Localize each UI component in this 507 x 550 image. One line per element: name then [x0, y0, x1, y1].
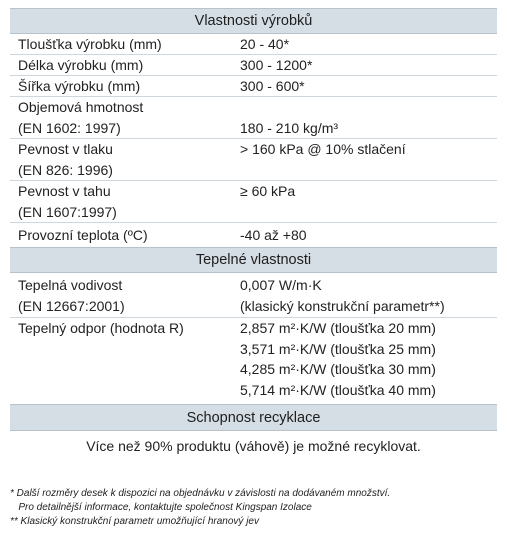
row-label	[10, 139, 240, 180]
row-value-line	[240, 97, 497, 118]
row-label-line: (EN 826: 1996)	[18, 161, 113, 178]
table-row	[10, 34, 497, 55]
row-label-line: Pevnost v tahu	[18, 183, 111, 199]
row-label-line: Pevnost v tlaku	[18, 141, 113, 157]
footnote-line: Pro detailnější informace, kontaktujte společnost Kingspan Izolace	[10, 502, 312, 513]
row-value	[240, 275, 497, 317]
row-value	[240, 181, 497, 222]
properties-table	[10, 8, 497, 461]
row-label: Šířka výrobku (mm)	[18, 78, 141, 94]
row-value-line: 180 - 210 kg/m³	[240, 119, 339, 136]
footnote-line: ** Klasický konstrukční parametr umožňující hranový jev	[10, 516, 259, 527]
footnotes	[10, 487, 500, 529]
row-label: Tloušťka výrobku (mm)	[18, 36, 162, 52]
table-row	[10, 223, 497, 247]
row-value: -40 až +80	[240, 227, 307, 243]
row-label-line: (EN 1602: 1997)	[18, 119, 121, 136]
row-label: Provozní teplota (ºC)	[18, 227, 148, 243]
row-value: 20 - 40*	[240, 36, 290, 52]
row-value-line: 5,714 m²·K/W (tloušťka 40 mm)	[240, 381, 436, 398]
section-header-recycling: Schopnost recyklace	[10, 404, 497, 431]
row-value	[240, 139, 497, 180]
row-label	[10, 181, 240, 222]
table-row	[10, 318, 497, 404]
table-row	[10, 76, 497, 97]
section-header-thermal: Tepelné vlastnosti	[10, 247, 497, 273]
table-row	[10, 273, 497, 318]
footnote-line: * Další rozměry desek k dispozici na objednávku v závislosti na dodávaném množství.	[10, 488, 391, 499]
row-value-line: 4,285 m²·K/W (tloušťka 30 mm)	[240, 361, 436, 377]
table-row	[10, 181, 497, 223]
row-value	[240, 97, 497, 138]
row-label-line: (EN 1607:1997)	[18, 203, 117, 220]
row-label-line: Tepelná vodivost	[18, 277, 123, 293]
row-value-line: 0,007 W/m·K	[240, 277, 322, 293]
row-label-line: (EN 12667:2001)	[18, 297, 125, 314]
table-row	[10, 97, 497, 139]
row-value-line: 3,571 m²·K/W (tloušťka 25 mm)	[240, 340, 436, 357]
row-value-line: > 160 kPa @ 10% stlačení	[240, 141, 406, 157]
row-value-line: (klasický konstrukční parametr**)	[240, 297, 445, 314]
section-header-products: Vlastnosti výrobků	[10, 8, 497, 34]
row-value: 300 - 1200*	[240, 57, 313, 73]
recycling-text: Více než 90% produktu (váhově) je možné recyklovat.	[86, 438, 421, 454]
row-value-line: 2,857 m²·K/W (tloušťka 20 mm)	[240, 320, 436, 336]
row-value: 300 - 600*	[240, 78, 305, 94]
row-value	[240, 318, 497, 404]
row-label: Délka výrobku (mm)	[18, 57, 144, 73]
row-value-line: ≥ 60 kPa	[240, 183, 296, 199]
table-row	[10, 55, 497, 76]
row-label	[10, 97, 240, 138]
table-row	[10, 139, 497, 181]
row-label	[10, 275, 240, 317]
row-label-line: Tepelný odpor (hodnota R)	[18, 320, 184, 336]
row-label	[10, 318, 240, 404]
row-label-line: Objemová hmotnost	[18, 99, 144, 115]
